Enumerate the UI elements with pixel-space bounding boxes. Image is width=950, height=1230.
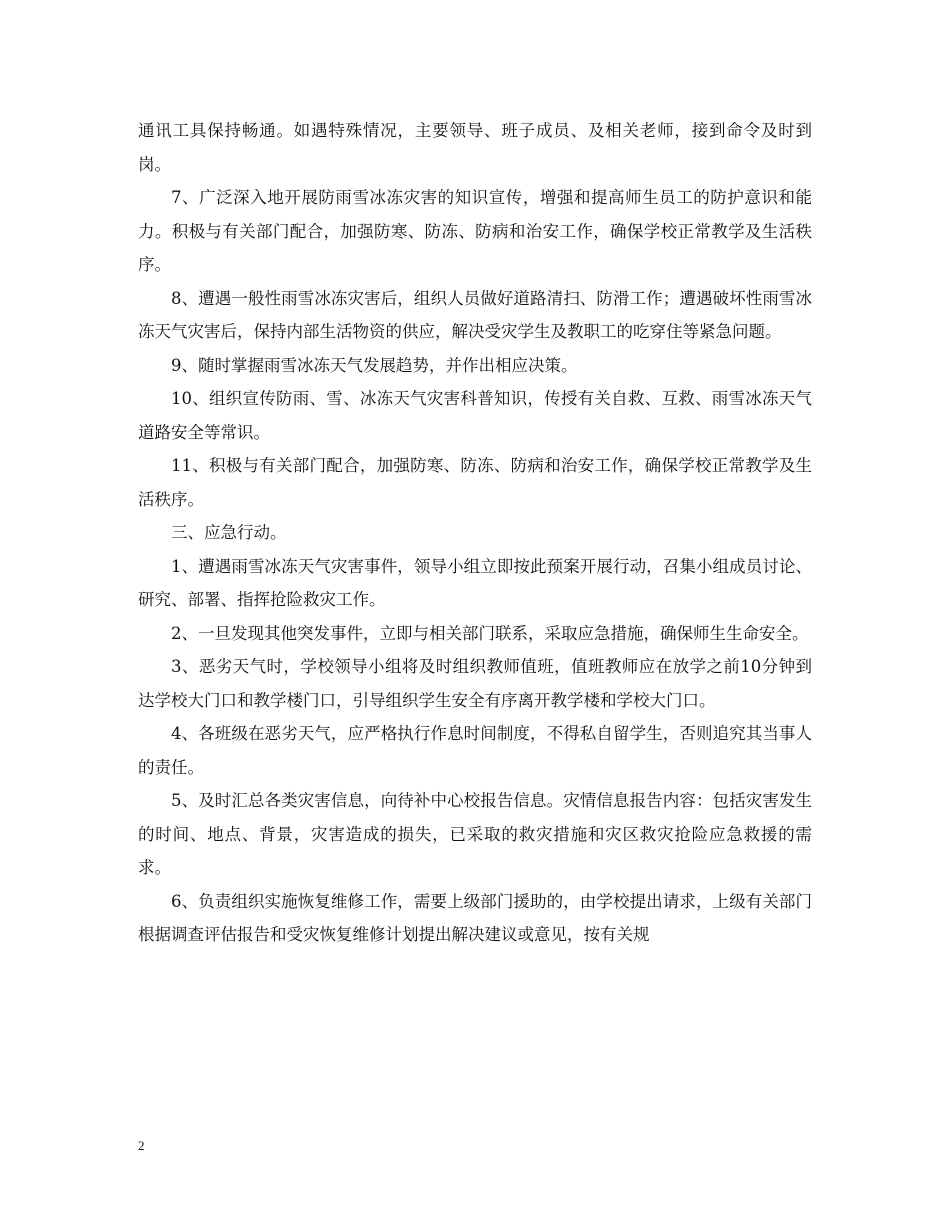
paragraph: 9、随时掌握雨雪冰冻天气发展趋势，并作出相应决策。 bbox=[171, 355, 578, 375]
paragraph: 10、组织宣传防雨、雪、冰冻天气灾害科普知识，传授有关自救、互救、雨雪冰冻天气道路安全等常识。 bbox=[138, 389, 812, 442]
paragraph: 11、积极与有关部门配合，加强防寒、防冻、防病和治安工作，确保学校正常教学及生活秩序。 bbox=[138, 456, 812, 509]
page-number: 2 bbox=[138, 1138, 145, 1153]
paragraph: 8、遭遇一般性雨雪冰冻灾害后，组织人员做好道路清扫、防滑工作；遭遇破坏性雨雪冰冻天气灾害后，保持内部生活物资的供应，解决受灾学生及教职工的吃穿住等紧急问题。 bbox=[138, 288, 812, 341]
paragraph: 1、遭遇雨雪冰冻天气灾害事件，领导小组立即按此预案开展行动，召集小组成员讨论、研究、部署、指挥抢险救灾工作。 bbox=[138, 556, 812, 609]
paragraph: 3、恶劣天气时，学校领导小组将及时组织教师值班，值班教师应在放学之前10分钟到达学校大门口和教学楼门口，引导组织学生安全有序离开教学楼和学校大门口。 bbox=[138, 657, 812, 710]
document-body bbox=[138, 114, 812, 952]
paragraph: 5、及时汇总各类灾害信息，向待补中心校报告信息。灾情信息报告内容：包括灾害发生的时间、地点、背景，灾害造成的损失，已采取的救灾措施和灾区救灾抢险应急救援的需求。 bbox=[138, 791, 812, 877]
paragraph: 6、负责组织实施恢复维修工作，需要上级部门援助的，由学校提出请求，上级有关部门根据调查评估报告和受灾恢复维修计划提出解决建议或意见，按有关规 bbox=[138, 891, 812, 944]
paragraph: 2、一旦发现其他突发事件，立即与相关部门联系，采取应急措施，确保师生生命安全。 bbox=[171, 623, 809, 643]
paragraph: 4、各班级在恶劣天气，应严格执行作息时间制度，不得私自留学生，否则追究其当事人的责任。 bbox=[138, 724, 812, 777]
paragraph: 7、广泛深入地开展防雨雪冰冻灾害的知识宣传，增强和提高师生员工的防护意识和能力。积极与有关部门配合，加强防寒、防冻、防病和治安工作，确保学校正常教学及生活秩序。 bbox=[138, 188, 812, 274]
paragraph: 通讯工具保持畅通。如遇特殊情况，主要领导、班子成员、及相关老师，接到命令及时到岗。 bbox=[138, 121, 812, 174]
section-heading: 三、应急行动。 bbox=[171, 523, 287, 542]
